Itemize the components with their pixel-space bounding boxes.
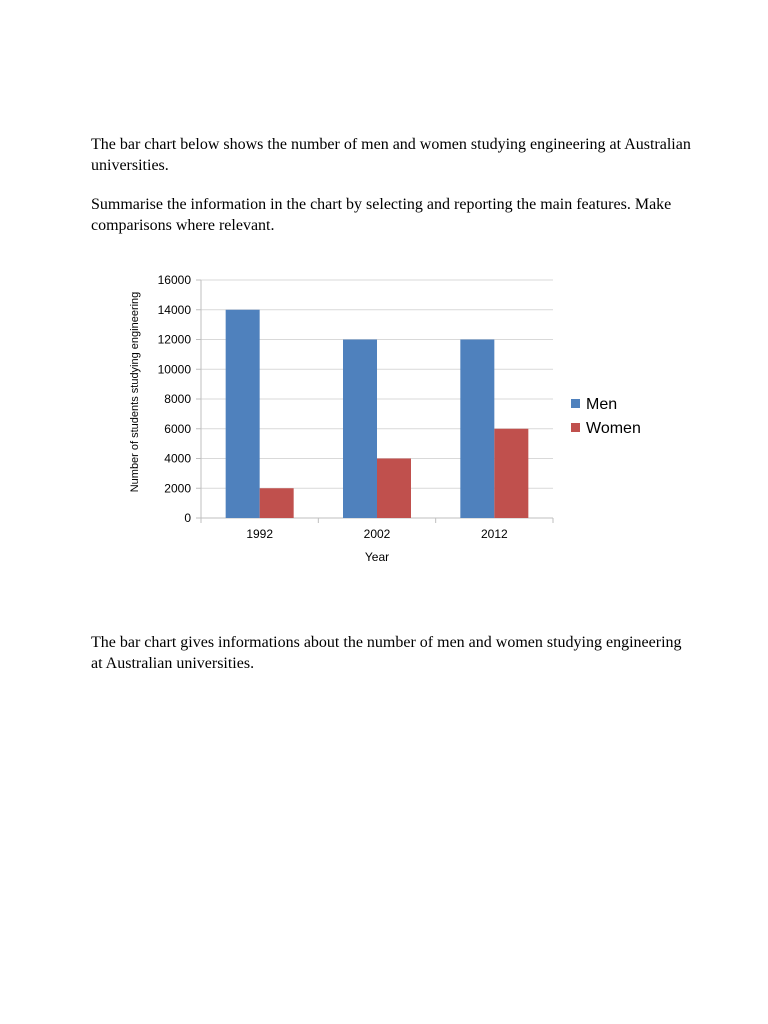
- legend-swatch-women: [571, 423, 580, 432]
- task-intro-paragraph: The bar chart below shows the number of men and women studying engineering at Australian universities.: [91, 136, 691, 174]
- bar-men-2012: [460, 340, 494, 519]
- bar-women-1992: [260, 488, 294, 518]
- legend-swatch-men: [571, 399, 580, 408]
- y-tick-label: 16000: [157, 273, 191, 287]
- y-tick-label: 6000: [164, 421, 191, 436]
- bar-women-2002: [377, 459, 411, 519]
- legend-label-men: Men: [586, 396, 618, 413]
- x-tick-label: 2002: [363, 527, 391, 541]
- bar-men-2002: [343, 340, 377, 519]
- y-tick-label: 4000: [164, 451, 191, 466]
- y-tick-label: 10000: [157, 362, 191, 377]
- x-axis-title: Year: [364, 550, 390, 564]
- y-axis-title: Number of students studying engineering: [129, 291, 141, 493]
- bar-women-2012: [494, 429, 528, 518]
- y-tick-label: 14000: [157, 302, 191, 317]
- task-instruction-paragraph: Summarise the information in the chart by selecting and reporting the main features. Make comparisons where relevant.: [91, 196, 672, 234]
- bar-men-1992: [226, 310, 260, 518]
- x-tick-label: 1992: [246, 527, 274, 541]
- y-tick-label: 2000: [164, 481, 191, 496]
- engineering-students-bar-chart: [118, 262, 678, 574]
- y-tick-label: 8000: [164, 392, 191, 406]
- x-tick-label: 2012: [480, 527, 508, 541]
- response-paragraph: The bar chart gives informations about the number of men and women studying engineering at Australian universities.: [91, 634, 682, 672]
- y-tick-label: 12000: [157, 332, 191, 347]
- legend-label-women: Women: [586, 420, 641, 437]
- y-tick-label: 0: [184, 511, 191, 525]
